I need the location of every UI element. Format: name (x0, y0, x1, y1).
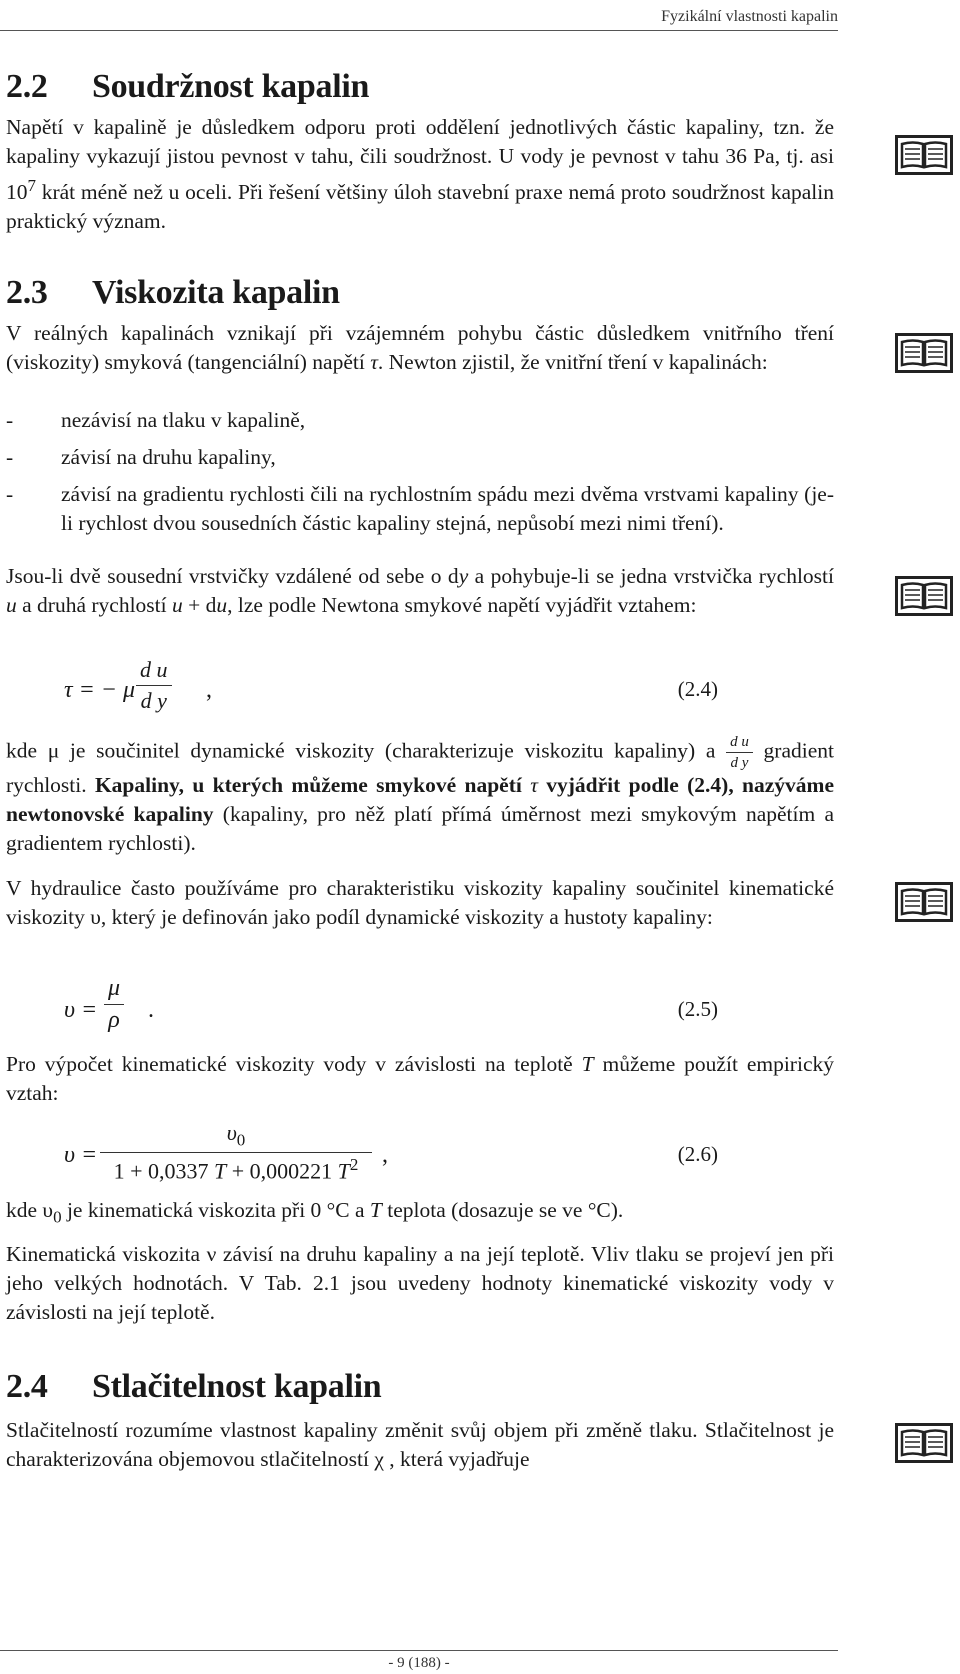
paragraph-upsilon0 (6, 1196, 834, 1231)
fraction-numerator (100, 1120, 372, 1150)
text-run: je kinematická viskozita při 0 °C a (61, 1198, 370, 1222)
fraction-bar (726, 752, 753, 753)
equation-2-6 (0, 1120, 838, 1200)
list-item: - nezávisí na tlaku v kapalině, (6, 406, 834, 435)
equation-fraction (136, 657, 172, 714)
equation-number: (2.4) (677, 677, 718, 701)
paragraph-layers (6, 562, 834, 620)
equation-fraction (104, 975, 124, 1034)
text-run: teplota (dosazuje se ve °C). (381, 1198, 624, 1222)
text-run: a pohybuje-li se jedna vrstvička rychlostí (468, 564, 834, 588)
list-item: - závisí na gradientu rychlosti čili na rychlostním spádu mezi dvěma vrstvami kapaliny (je-li rychlost dvou sousedních částic kapaliny stejná, nepůsobí mezi nimi tření). (6, 480, 834, 538)
equation-lhs: υ = (64, 997, 98, 1023)
equation-punct: . (148, 997, 154, 1023)
text-run: . Newton zjistil, že vnitřní tření v kapalinách: (377, 350, 768, 374)
paragraph-stlacitelnost: Stlačitelností rozumíme vlastnost kapaliny změnit svůj objem při změně tlaku. Stlačitelnost je charakterizována objemovou stlačitelností χ , která vyjadřuje (6, 1418, 834, 1471)
section-title: Viskozita kapalin (92, 274, 340, 311)
text-run: + 0,000221 (226, 1158, 338, 1184)
book-icon (895, 135, 953, 175)
fraction-denominator (100, 1155, 372, 1184)
section-number: 2.4 (6, 1368, 48, 1405)
text-run: můžeme použít empirický vztah: (6, 1052, 834, 1105)
equation-lhs: υ = (64, 1142, 98, 1168)
section-title: Soudržnost kapalin (92, 68, 370, 105)
subscript: 0 (236, 1130, 246, 1150)
fraction-bar (100, 1152, 372, 1153)
section-heading-2-2 (6, 68, 369, 106)
var-u: u (172, 593, 183, 617)
footer-rule (0, 1650, 838, 1651)
superscript: 7 (27, 176, 36, 195)
equation-fraction (100, 1120, 372, 1185)
fraction-denominator: d y (140, 688, 167, 713)
text-run: gradient rychlosti. (6, 738, 834, 797)
var-T: T (337, 1158, 350, 1184)
fraction-numerator: d u (730, 734, 749, 750)
header-rule (0, 30, 838, 31)
var-upsilon: υ (226, 1120, 237, 1145)
superscript: 2 (349, 1155, 359, 1175)
bold-definition: vyjádřit podle (2.4), nazýváme newtonovské kapaliny (6, 773, 834, 826)
paragraph-kinematic: V hydraulice často používáme pro charakteristiku viskozity kapaliny součinitel kinematické viskozity υ, který je definován jako podíl dynamické viskozity a hustoty kapaliny: (6, 876, 834, 929)
text-run: krát méně než u oceli. Při řešení většiny úloh stavební praxe nemá proto soudržnost kapalin praktický význam. (6, 180, 834, 234)
fraction-denominator: d y (730, 755, 749, 771)
paragraph-empirical (6, 1050, 834, 1108)
var-T: T (214, 1158, 227, 1184)
section-heading-2-4 (6, 1368, 381, 1406)
book-icon (895, 333, 953, 373)
section-number: 2.2 (6, 68, 48, 105)
paragraph-viskozita-intro (6, 319, 834, 377)
subscript: 0 (53, 1207, 62, 1227)
equation-2-4 (0, 655, 838, 735)
fraction-denominator: ρ (108, 1007, 120, 1033)
text-run: + d (182, 593, 217, 617)
list-item: - závisí na druhu kapaliny, (6, 443, 834, 472)
fraction-bar (104, 1004, 124, 1005)
var-u: u (6, 593, 17, 617)
equation-2-5 (0, 975, 838, 1055)
text-run: kde μ je součinitel dynamické viskozity (charakterizuje viskozitu kapaliny) a (6, 738, 716, 763)
equation-punct: , (206, 677, 212, 703)
var-T: T (581, 1052, 594, 1076)
var-T: T (369, 1198, 382, 1222)
newton-list (6, 406, 834, 538)
text-run: Jsou-li dvě sousední vrstvičky vzdálené od sebe o d (6, 564, 459, 588)
fraction-numerator: d u (140, 657, 168, 682)
paragraph-temperature: Kinematická viskozita ν závisí na druhu kapaliny a na její teplotě. Vliv tlaku se projeví jen při jeho velkých hodnotách. V Tab. 2.1 jsou uvedeny hodnoty kinematické viskozity vody v závislosti na její teplotě. (6, 1242, 834, 1324)
bold-definition: Kapaliny, u kterých můžeme smykové napětí (94, 773, 531, 797)
symbol-tau: τ (530, 773, 538, 797)
fraction-bar (136, 685, 172, 686)
equation-punct: , (382, 1142, 388, 1168)
text-run: kde υ (6, 1198, 54, 1222)
text-run: Pro výpočet kinematické viskozity vody v závislosti na teplotě (6, 1052, 582, 1076)
text-run: 1 + 0,0337 (113, 1158, 214, 1184)
paragraph-soudrznost (6, 113, 834, 236)
section-title: Stlačitelnost kapalin (92, 1368, 382, 1405)
text-run: V reálných kapalinách vznikají při vzájemném pohybu částic důsledkem vnitřního tření (viskozity) smyková (tangenciální) napětí (6, 321, 834, 374)
var-u: u (216, 593, 228, 617)
running-head: Fyzikální vlastnosti kapalin (661, 8, 838, 25)
section-heading-2-3 (6, 274, 340, 312)
equation-lhs: τ = − μ (64, 677, 136, 703)
text-run: a druhá rychlostí (16, 593, 172, 617)
book-icon (895, 576, 953, 616)
paragraph-dynamic-viscosity (6, 734, 834, 858)
fraction-numerator: μ (108, 975, 121, 1001)
var-y: y (458, 564, 469, 588)
book-icon (895, 882, 953, 922)
equation-number: (2.6) (677, 1142, 718, 1166)
book-icon (895, 1423, 953, 1463)
page-number: - 9 (188) - (388, 1655, 450, 1671)
text-run: Napětí v kapalině je důsledkem odporu proti oddělení jednotlivých částic kapaliny, tzn. že kapaliny vykazují jistou pevnost v tahu, čili soudržnost. U vody je pevnost v tahu 36 Pa, tj. asi 10 (6, 115, 834, 205)
text-run: , lze podle Newtona smykové napětí vyjádřit vztahem: (227, 593, 697, 617)
equation-number: (2.5) (677, 997, 718, 1021)
text-run: (kapaliny, pro něž platí přímá úměrnost mezi smykovým napětím a gradientem rychlosti). (6, 802, 834, 855)
inline-fraction (726, 734, 753, 771)
symbol-tau: τ (370, 350, 378, 374)
section-number: 2.3 (6, 274, 48, 311)
